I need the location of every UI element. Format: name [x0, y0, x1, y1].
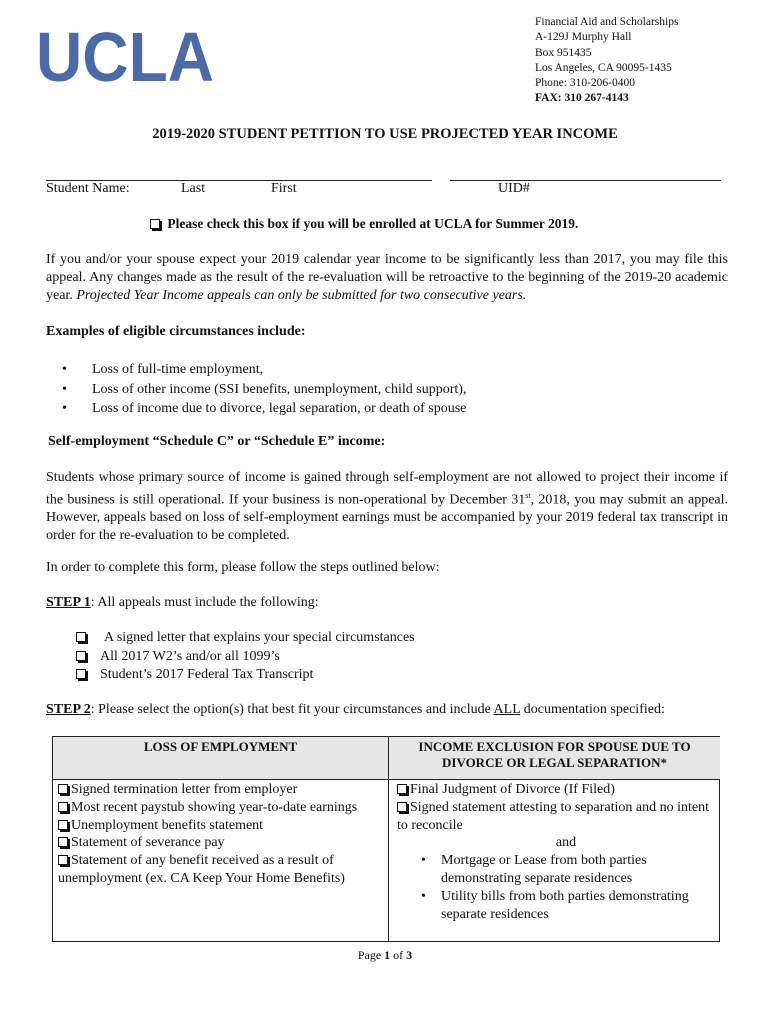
address-line: A-129J Murphy Hall [535, 31, 632, 44]
table-header-spouse-exclusion: INCOME EXCLUSION FOR SPOUSE DUE TO DIVORCE OR LEGAL SEPARATION* [389, 737, 720, 779]
office-address [535, 15, 678, 107]
checkbox-icon[interactable] [58, 784, 68, 794]
summer-checkbox-label: Please check this box if you will be enrolled at UCLA for Summer 2019. [167, 216, 579, 231]
address-phone: Phone: 310-206-0400 [535, 77, 635, 90]
spouse-exclusion-cell [397, 781, 715, 923]
loss-of-employment-cell [58, 781, 383, 888]
step1-heading: STEP 1: All appeals must include the following: [46, 595, 319, 610]
form-title: 2019-2020 STUDENT PETITION TO USE PROJECTED YEAR INCOME [152, 126, 618, 142]
list-item: Student’s 2017 Federal Tax Transcript [76, 666, 415, 685]
address-line: Los Angeles, CA 90095-1435 [535, 61, 672, 74]
list-item: • Loss of other income (SSI benefits, unemployment, child support), [62, 381, 467, 397]
summer-checkbox[interactable] [150, 219, 160, 229]
ucla-logo [36, 24, 216, 88]
self-employment-heading: Self-employment “Schedule C” or “Schedule E” income: [48, 434, 386, 449]
checkbox-icon[interactable] [58, 837, 68, 847]
checkbox-icon[interactable] [58, 820, 68, 830]
last-name-label: Last [181, 181, 206, 196]
ucla-logo-text: UCLA [36, 24, 214, 88]
checkbox-icon[interactable] [58, 802, 68, 812]
checkbox-icon[interactable] [58, 855, 68, 865]
step2-heading: STEP 2: Please select the option(s) that best fit your circumstances and include ALL documentation specified: [46, 702, 665, 717]
intro-italic-note: Projected Year Income appeals can only be submitted for two consecutive years. [76, 288, 527, 303]
list-item: Signed statement attesting to separation and no intent to reconcile [397, 799, 709, 833]
instructions-text: In order to complete this form, please follow the steps outlined below: [46, 560, 440, 575]
step2-label: STEP 2 [46, 702, 91, 717]
uid-field[interactable] [450, 180, 721, 181]
list-item: • Mortgage or Lease from both parties demonstrating separate residences [421, 853, 647, 886]
intro-paragraph [46, 251, 728, 305]
list-item: Statement of severance pay [58, 834, 383, 852]
checkbox-icon[interactable] [76, 651, 86, 661]
checkbox-icon[interactable] [76, 632, 86, 642]
examples-heading: Examples of eligible circumstances include: [46, 324, 306, 339]
address-line: Financial Aid and Scholarships [535, 16, 679, 28]
documentation-table [52, 736, 720, 942]
list-item: • Loss of full-time employment, [62, 362, 264, 377]
table-header-loss-of-employment: LOSS OF EMPLOYMENT [53, 737, 388, 779]
summer-enrollment-row [150, 216, 578, 232]
checkbox-icon[interactable] [397, 784, 407, 794]
list-item: A signed letter that explains your special circumstances [76, 629, 415, 648]
step1-label: STEP 1 [46, 595, 91, 610]
list-item: All 2017 W2’s and/or all 1099’s [76, 648, 415, 667]
student-name-label: Student Name: [46, 181, 130, 196]
uid-label: UID# [498, 181, 530, 196]
list-item: Statement of any benefit received as a result of unemployment (ex. CA Keep Your Home Benefits) [58, 853, 345, 886]
page-number: Page 1 of 3 [357, 948, 413, 962]
list-item: Final Judgment of Divorce (If Filed) [397, 781, 715, 799]
step1-checklist [76, 629, 415, 685]
list-item: Unemployment benefits statement [58, 817, 383, 835]
intro-text: If you and/or your spouse expect your 2019 calendar year income to be significantly less than 2017, you may file this appeal. Any changes made as the result of the re-evaluation will be retroactive to the beginning of the 2019-20 academic year. [46, 252, 728, 303]
list-item: • Utility bills from both parties demonstrating separate residences [421, 888, 689, 922]
checkbox-icon[interactable] [397, 802, 407, 812]
list-item: • Loss of income due to divorce, legal separation, or death of spouse [62, 401, 467, 416]
checkbox-icon[interactable] [76, 669, 86, 679]
and-label: and [555, 835, 577, 851]
first-name-label: First [271, 181, 297, 196]
address-fax: FAX: 310 267-4143 [535, 92, 629, 105]
list-item: Most recent paystub showing year-to-date earnings [58, 799, 383, 817]
examples-list [62, 360, 466, 419]
address-line: Box 951435 [535, 46, 592, 59]
list-item: Signed termination letter from employer [58, 781, 383, 799]
self-employment-paragraph: Students whose primary source of income is gained through self-employment are not allowed to project their income if the business is still operational. If your business is non-operational by December 31st, 2018, you may submit an appeal. However, appeals based on loss of self-employment earnings must be accompanied by your 2019 federal tax transcript in order for the re-evaluation to be completed. [46, 470, 729, 544]
